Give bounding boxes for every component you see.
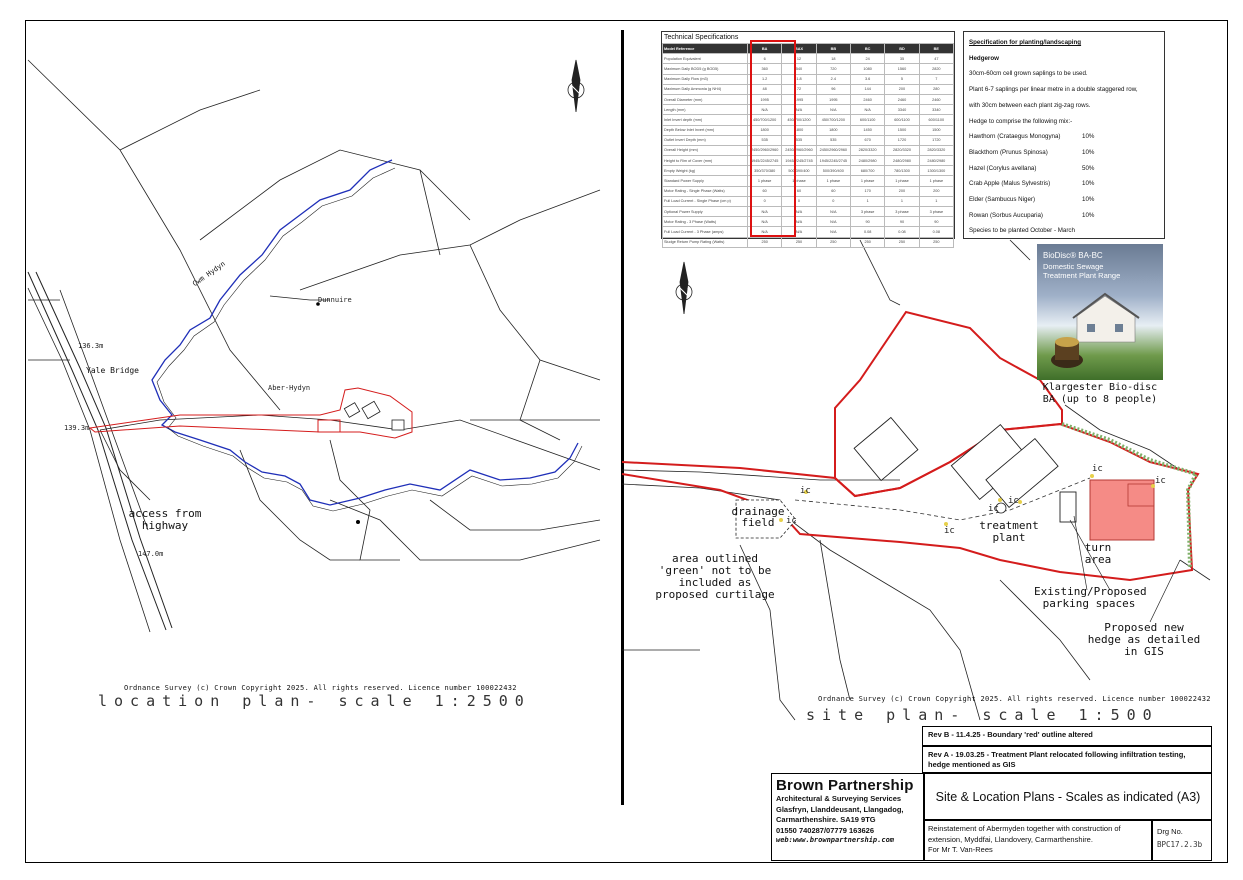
- place-label: Yale Bridge: [86, 366, 139, 375]
- table-cell: N/A: [816, 227, 850, 237]
- table-cell: BD: [885, 44, 919, 54]
- table-row: [663, 227, 954, 237]
- table-cell: 1800: [782, 125, 816, 135]
- table-cell: N/A: [850, 105, 884, 115]
- table-cell: Overall Height (mm): [663, 145, 748, 155]
- table-cell: 1 phase: [885, 176, 919, 186]
- table-cell: 2480/2980: [850, 156, 884, 166]
- table-cell: Population Equivalent: [663, 54, 748, 64]
- table-cell: Full Load Current - Single Phase (cm p): [663, 196, 748, 206]
- spot-height: 136.3m: [78, 342, 104, 350]
- turn-area-label: turn area: [1084, 541, 1112, 566]
- table-cell: 24: [850, 54, 884, 64]
- table-cell: BA: [748, 44, 782, 54]
- table-cell: BE: [919, 44, 953, 54]
- mix-item: Elder (Sambucus Niger) 10%: [969, 196, 1095, 204]
- technical-spec-table: [661, 31, 955, 245]
- mix-item: Hazel (Corylus avellana) 50%: [969, 164, 1095, 172]
- treatment-plant-label: treatment plant: [979, 519, 1039, 544]
- drawing-number-label: Drg No.: [1157, 827, 1183, 836]
- brochure-line: Domestic Sewage Treatment Plant Range: [1043, 262, 1121, 280]
- table-cell: 250: [919, 237, 953, 247]
- site-copyright: Ordnance Survey (c) Crown Copyright 2025. All rights reserved. Licence number 100022432: [818, 695, 1211, 703]
- table-cell: 680/700: [850, 166, 884, 176]
- table-cell: 250: [782, 237, 816, 247]
- table-cell: 0: [782, 196, 816, 206]
- mix-item: Crab Apple (Malus Sylvestris) 10%: [969, 180, 1095, 188]
- table-cell: 2820/3320: [850, 145, 884, 155]
- table-cell: 600/1100: [919, 115, 953, 125]
- company-phone: 01550 740287/07779 163626: [776, 825, 875, 835]
- table-row: [663, 237, 954, 247]
- table-cell: 2820: [919, 64, 953, 74]
- project-text: Reinstatement of Abermyden together with construction of extension, Myddfai, Llandovery, Carmarthenshire.: [928, 824, 1121, 844]
- table-cell: 0: [816, 196, 850, 206]
- table-cell: Standard Power Supply: [663, 176, 748, 186]
- place-label: Aber-Hydyn: [268, 384, 311, 392]
- table-cell: 1 phase: [748, 176, 782, 186]
- table-cell: 535: [782, 135, 816, 145]
- table-cell: 350/370/380: [748, 166, 782, 176]
- place-label: Cwm Hydyn: [191, 259, 227, 289]
- ic-marker: ic: [944, 526, 955, 536]
- table-cell: Empty Weight (kg): [663, 166, 748, 176]
- table-cell: Depth Below Inlet Invert (mm): [663, 125, 748, 135]
- table-cell: 500/390/400: [816, 166, 850, 176]
- table-row: [663, 196, 954, 206]
- mix-item: Blackthorn (Prunus Spinosa) 10%: [969, 148, 1095, 156]
- table-cell: Motor Rating - 3 Phase (Watts): [663, 217, 748, 227]
- table-cell: 1.2: [748, 74, 782, 84]
- company-address: Carmarthenshire. SA19 9TG: [776, 815, 876, 824]
- planting-line: 30cm-60cm cell grown saplings to be used.: [969, 70, 1088, 78]
- table-cell: 3.6: [850, 74, 884, 84]
- table-cell: 250: [850, 237, 884, 247]
- north-arrow-icon: [676, 262, 692, 314]
- table-cell: 535: [816, 135, 850, 145]
- table-cell: 60: [782, 186, 816, 196]
- tech-spec-grid: [662, 43, 954, 248]
- tech-spec-title: Technical Specifications: [664, 34, 739, 41]
- table-cell: Model Reference: [663, 44, 748, 54]
- table-cell: Maximum Daily Flow (m3): [663, 74, 748, 84]
- table-cell: 500/390/400: [782, 166, 816, 176]
- table-cell: N/A: [748, 227, 782, 237]
- table-cell: 144: [850, 84, 884, 94]
- table-cell: BC: [850, 44, 884, 54]
- table-cell: 18: [816, 54, 850, 64]
- table-cell: 1800: [816, 125, 850, 135]
- hedge-label: Proposed new hedge as detailed in GIS: [1087, 621, 1201, 658]
- table-cell: 2460: [850, 94, 884, 104]
- table-cell: 2820/3320: [885, 145, 919, 155]
- table-cell: 96: [816, 84, 850, 94]
- ic-marker: ic: [988, 504, 999, 514]
- table-cell: 250: [748, 237, 782, 247]
- table-cell: 90: [919, 217, 953, 227]
- table-cell: BAX: [782, 44, 816, 54]
- table-row: [663, 217, 954, 227]
- table-cell: Inlet Invert depth (mm): [663, 115, 748, 125]
- sheet-title: Site & Location Plans - Scales as indicated (A3): [924, 773, 1212, 820]
- table-cell: 1945/2245/2745: [782, 156, 816, 166]
- table-cell: 2450/2960/2960: [782, 145, 816, 155]
- table-cell: 1945/2245/2745: [816, 156, 850, 166]
- table-cell: 2480/2980: [919, 156, 953, 166]
- table-cell: 2480/2980: [885, 156, 919, 166]
- table-row: [663, 105, 954, 115]
- table-cell: N/A: [748, 217, 782, 227]
- location-buildings: [344, 401, 404, 430]
- table-cell: N/A: [782, 207, 816, 217]
- table-cell: 250: [816, 237, 850, 247]
- table-cell: 2460: [885, 94, 919, 104]
- table-cell: 3 phase: [850, 207, 884, 217]
- table-cell: 360: [748, 64, 782, 74]
- table-cell: N/A: [816, 217, 850, 227]
- table-cell: 1720: [885, 135, 919, 145]
- table-row: [663, 125, 954, 135]
- table-cell: 1800: [748, 125, 782, 135]
- table-cell: N/A: [782, 227, 816, 237]
- table-cell: 780/1300: [885, 166, 919, 176]
- parking-label: Existing/Proposed parking spaces: [1034, 585, 1147, 610]
- table-row: [663, 145, 954, 155]
- table-row: [663, 84, 954, 94]
- table-cell: N/A: [748, 105, 782, 115]
- table-cell: Overall Diameter (mm): [663, 94, 748, 104]
- table-cell: 0.08: [919, 227, 953, 237]
- company-web: web:www.brownpartnership.com: [776, 836, 895, 844]
- table-cell: 3 phase: [885, 207, 919, 217]
- site-plan-label: site plan- scale 1:500: [806, 706, 1159, 724]
- table-cell: 600/1100: [850, 115, 884, 125]
- table-cell: 1995: [816, 94, 850, 104]
- location-copyright: Ordnance Survey (c) Crown Copyright 2025. All rights reserved. Licence number 100022432: [124, 684, 517, 692]
- table-cell: 1.8: [782, 74, 816, 84]
- table-row: [663, 156, 954, 166]
- location-plan-lines: [28, 60, 600, 632]
- company-services: Architectural & Surveying Services: [776, 794, 902, 803]
- table-cell: 1 phase: [816, 176, 850, 186]
- table-cell: 1 phase: [782, 176, 816, 186]
- ic-marker: ic: [1008, 496, 1019, 506]
- drawing-number: [1152, 820, 1212, 861]
- table-row: [663, 186, 954, 196]
- table-cell: 170: [850, 186, 884, 196]
- table-cell: 48: [748, 84, 782, 94]
- location-site-boundary: [90, 388, 412, 438]
- table-cell: 2450/2960/2960: [816, 145, 850, 155]
- table-row: [663, 166, 954, 176]
- table-cell: 1: [885, 196, 919, 206]
- table-cell: 450/700/1200: [816, 115, 850, 125]
- table-cell: 5: [885, 74, 919, 84]
- table-header-row: [663, 44, 954, 54]
- table-cell: N/A: [816, 105, 850, 115]
- table-cell: 200: [885, 186, 919, 196]
- spot-height: 147.0m: [138, 550, 164, 558]
- table-cell: BB: [816, 44, 850, 54]
- table-cell: Outlet Invert Depth (mm): [663, 135, 748, 145]
- table-cell: 3340: [919, 105, 953, 115]
- location-plan-label: location plan- scale 1:2500: [98, 692, 531, 710]
- table-cell: 1500: [919, 125, 953, 135]
- table-cell: 1: [919, 196, 953, 206]
- drawing-number-value: BPC17.2.3b: [1157, 840, 1203, 849]
- ic-marker: ic: [786, 516, 797, 526]
- table-cell: 12: [782, 54, 816, 64]
- table-cell: 1450: [850, 125, 884, 135]
- table-cell: 1720: [919, 135, 953, 145]
- table-cell: 47: [919, 54, 953, 64]
- caption-line: Klargester Bio-disc: [1042, 382, 1158, 393]
- table-cell: 2820/3320: [919, 145, 953, 155]
- table-row: [663, 54, 954, 64]
- biodisc-brochure-image: [1037, 244, 1163, 380]
- table-cell: Maximum Daily Ammonia (g NH4): [663, 84, 748, 94]
- table-cell: 670: [850, 135, 884, 145]
- planting-title: Specification for planting/landscaping: [969, 39, 1082, 46]
- planting-line: Plant 6-7 saplings per linear metre in a double staggered row,: [969, 86, 1138, 94]
- table-cell: Height to Rim of Cover (mm): [663, 156, 748, 166]
- ic-marker: ic: [1092, 464, 1103, 474]
- table-cell: 450/700/1200: [782, 115, 816, 125]
- caption-line: BA (up to 8 people): [1042, 394, 1158, 405]
- planting-subtitle: Hedgerow: [969, 54, 999, 62]
- table-cell: 1 phase: [919, 176, 953, 186]
- table-cell: N/A: [782, 217, 816, 227]
- table-cell: 7: [919, 74, 953, 84]
- north-arrow-icon: [568, 60, 584, 112]
- company-block: [771, 773, 924, 861]
- table-cell: 1: [850, 196, 884, 206]
- table-cell: 1560: [885, 64, 919, 74]
- table-row: [663, 176, 954, 186]
- table-cell: 60: [748, 186, 782, 196]
- table-cell: N/A: [748, 207, 782, 217]
- table-row: [663, 135, 954, 145]
- site-buildings: [854, 417, 1076, 522]
- highway: [28, 272, 166, 630]
- table-row: [663, 64, 954, 74]
- table-cell: Motor Rating - Single Phase (Watts): [663, 186, 748, 196]
- planting-footer: Species to be planted October - March: [969, 227, 1075, 235]
- table-cell: 600/1100: [885, 115, 919, 125]
- table-cell: 1945/2245/2745: [748, 156, 782, 166]
- table-cell: 1500: [885, 125, 919, 135]
- drainage-field-label: drainage field: [731, 505, 785, 529]
- table-cell: 2460: [919, 94, 953, 104]
- table-cell: 280: [919, 84, 953, 94]
- table-cell: 540: [782, 64, 816, 74]
- table-row: [663, 207, 954, 217]
- place-label: Dunnuire: [318, 296, 352, 304]
- table-cell: 72: [782, 84, 816, 94]
- access-note: access from highway: [128, 507, 202, 532]
- table-cell: N/A: [782, 105, 816, 115]
- mix-item: Hawthorn (Crataegus Monogyna) 10%: [969, 133, 1095, 141]
- table-cell: 90: [885, 217, 919, 227]
- selected-model-highlight: [750, 40, 796, 237]
- table-cell: 3340: [885, 105, 919, 115]
- project-description: [924, 820, 1152, 861]
- spot-height: 139.3m: [64, 424, 90, 432]
- table-cell: 250: [885, 237, 919, 247]
- table-cell: 0: [748, 196, 782, 206]
- company-address: Glasfryn, Llanddeusant, Llangadog,: [776, 804, 904, 814]
- table-cell: 1 phase: [850, 176, 884, 186]
- table-cell: 0.08: [850, 227, 884, 237]
- company-name: Brown Partnership: [776, 777, 914, 794]
- brochure-caption: [1020, 382, 1180, 406]
- table-cell: 3 phase: [919, 207, 953, 217]
- planting-spec: [963, 31, 1165, 239]
- client-text: For Mr T. Van-Rees: [928, 845, 993, 854]
- table-cell: 2450/2960/2960: [748, 145, 782, 155]
- planting-line: Hedge to comprise the following mix:-: [969, 117, 1073, 125]
- table-row: [663, 74, 954, 84]
- table-cell: Optional Power Supply: [663, 207, 748, 217]
- table-cell: 200: [885, 84, 919, 94]
- table-cell: 6: [748, 54, 782, 64]
- table-cell: N/A: [816, 207, 850, 217]
- table-cell: 90: [850, 217, 884, 227]
- curtilage-note: area outlined 'green' not to be included as proposed curtilage: [655, 552, 775, 601]
- ic-marker: ic: [800, 486, 811, 496]
- table-row: [663, 94, 954, 104]
- table-cell: 450/700/1200: [748, 115, 782, 125]
- house-illustration: [1037, 244, 1163, 380]
- table-cell: 60: [816, 186, 850, 196]
- table-cell: Sludge Return Pump Rating (Watts): [663, 237, 748, 247]
- table-cell: 720: [816, 64, 850, 74]
- river: [152, 160, 578, 505]
- table-cell: 35: [885, 54, 919, 64]
- table-cell: 200: [919, 186, 953, 196]
- ic-marker: ic: [1155, 476, 1166, 486]
- table-cell: 1995: [748, 94, 782, 104]
- brochure-line: BioDisc® BA-BC: [1043, 251, 1103, 260]
- table-cell: Length (mm): [663, 105, 748, 115]
- table-cell: 0.08: [885, 227, 919, 237]
- table-cell: 1300/1300: [919, 166, 953, 176]
- table-cell: 1080: [850, 64, 884, 74]
- revision-b: Rev B - 11.4.25 - Boundary 'red' outline altered: [922, 726, 1212, 746]
- table-cell: 1995: [782, 94, 816, 104]
- table-cell: Maximum Daily BOD5 (g BOD5): [663, 64, 748, 74]
- table-row: [663, 115, 954, 125]
- table-cell: 2.4: [816, 74, 850, 84]
- mix-item: Rowan (Sorbus Aucuparia) 10%: [969, 211, 1095, 219]
- table-cell: 535: [748, 135, 782, 145]
- revision-a: Rev A - 19.03.25 - Treatment Plant relocated following infiltration testing, hedge mentioned as GIS: [922, 746, 1212, 773]
- table-cell: Full Load Current - 3 Phase (amps): [663, 227, 748, 237]
- planting-line: with 30cm between each plant zig-zag rows.: [969, 101, 1091, 109]
- proposed-extension: [1090, 480, 1154, 540]
